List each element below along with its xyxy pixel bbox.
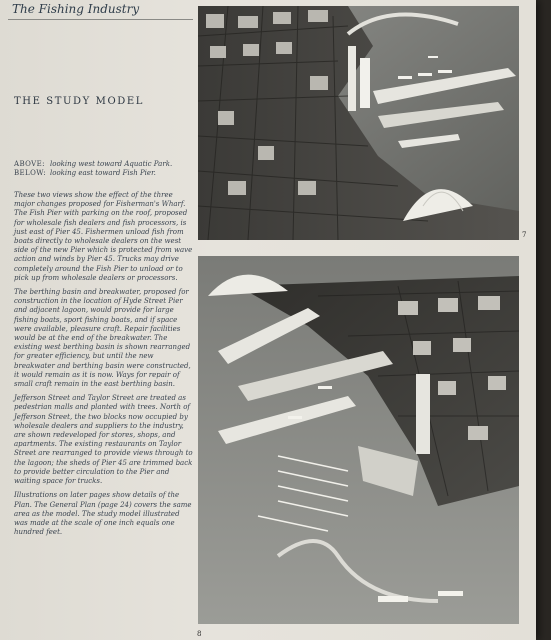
caption-above-key: ABOVE:: [14, 160, 45, 168]
paragraph-3: Jefferson Street and Taylor Street are treated as pedestrian malls and planted with trees. North of Jefferson Street, the two blocks now occupied by wholesale dealers and suppliers to the industry, are shown redeveloped for stores, shops, and apartments. The existing restaurants on Taylor Street are rearranged to provide views through to the lagoon; the sheds of Pier 45 are trimmed back to provide better circulation to the Pier and waiting space for trucks.: [14, 394, 193, 486]
paragraph-2: The berthing basin and breakwater, proposed for construction in the location of Hyde Street Pier and adjacent lagoon, would provide for large fishing boats, sport fishing boats, and if space were available, pleasure craft. Repair facilities would be at the end of the breakwater. The existing west berthing basin is shown rearranged for greater efficiency, but until the new breakwater and berthing basin were constructed, it would remain as it is now. Ways for repair of small craft remain in the east berthing basin.: [14, 288, 191, 389]
header-rule: [8, 19, 193, 20]
photo-captions: [14, 160, 194, 178]
body-text: [14, 191, 194, 542]
paragraph-1: These two views show the effect of the three major changes proposed for Fisherman's Wharf. The Fish Pier with parking on the roof, proposed for wholesale fish dealers and fish processors, is just east of Pier 45. Fishermen unload fish from boats directly to wholesale dealers on the west side of the new Pier which is protected from wave action and winds by Pier 45. Trucks may drive completely around the Fish Pier to unload or to pick up from wholesale dealers or processors.: [14, 191, 193, 282]
section-title: THE STUDY MODEL: [14, 96, 145, 107]
running-title: The Fishing Industry: [12, 2, 140, 16]
figure-number-top: 7: [522, 231, 527, 239]
model-photo-bottom: [198, 256, 519, 624]
page-number: 8: [197, 630, 202, 638]
caption-below-key: BELOW:: [14, 169, 46, 177]
model-photo-top: [198, 6, 519, 240]
caption-below: [14, 169, 194, 178]
caption-below-text: looking east toward Fish Pier.: [50, 169, 156, 177]
model-photo-top-illustration: [198, 6, 519, 240]
model-photo-bottom-illustration: [198, 256, 519, 624]
paragraph-4: Illustrations on later pages show details of the Plan. The General Plan (page 24) covers the same area as the model. The study model illustrated was made at the scale of one inch equals one hundred feet.: [14, 491, 192, 537]
caption-above-text: looking west toward Aquatic Park.: [50, 160, 173, 168]
caption-above: [14, 160, 194, 169]
